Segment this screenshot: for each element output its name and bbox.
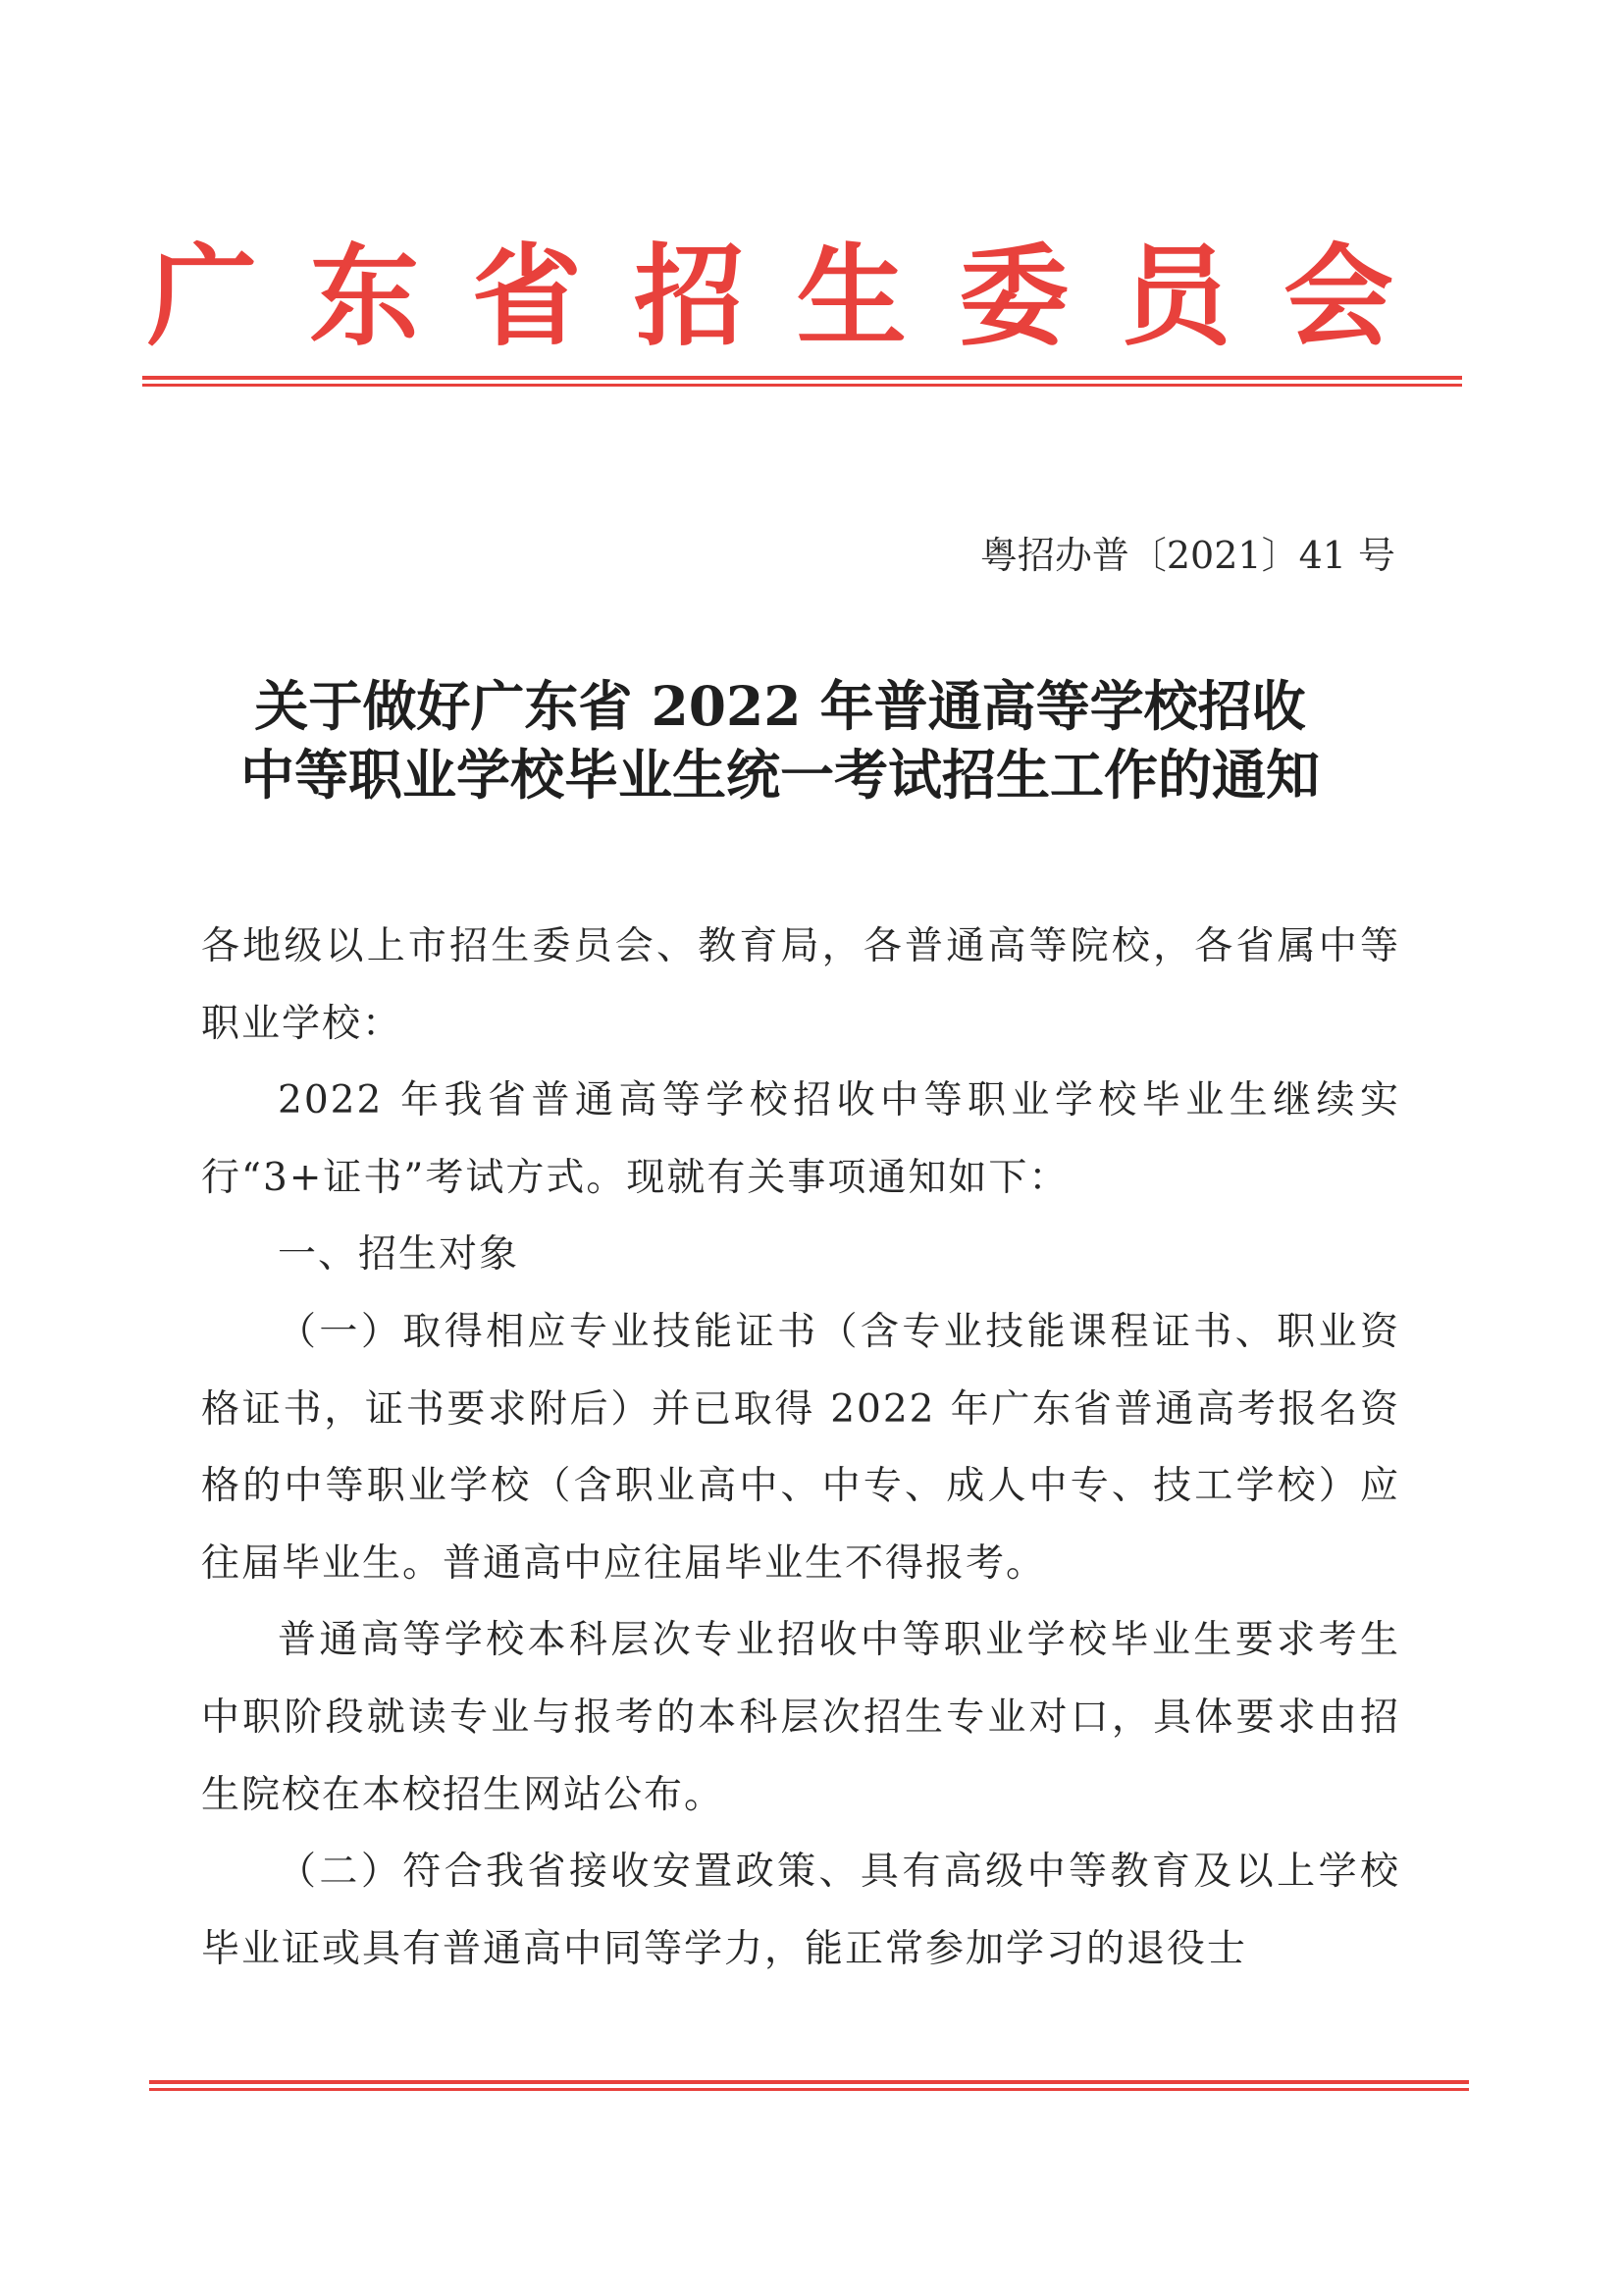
letterhead-char: 会 <box>1283 233 1393 361</box>
paragraph-item-2: （二）符合我省接收安置政策、具有高级中等教育及以上学校毕业证或具有普通高中同等学力，能正常参加学习的退役士 <box>201 1850 1400 1971</box>
letterhead-char: 招 <box>634 233 745 361</box>
letterhead-char: 省 <box>471 233 582 361</box>
document-title <box>147 672 1413 809</box>
letterhead-char: 生 <box>796 233 907 361</box>
document-number: 粤招办普〔2021〕41 号 <box>979 534 1395 577</box>
section-heading: 一、招生对象 <box>278 1232 520 1278</box>
title-line-2: 中等职业学校毕业生统一考试招生工作的通知 <box>239 743 1320 807</box>
letterhead-char: 员 <box>1121 233 1231 361</box>
paragraph-item-1: （一）取得相应专业技能证书（含专业技能课程证书、职业资格证书，证书要求附后）并已取得 2022 年广东省普通高考报名资格的中等职业学校（含职业高中、中专、成人中专、技工学校）应往届毕业生。普通高中应往届毕业生不得报考。 <box>201 1309 1400 1586</box>
intro-paragraph: 2022 年我省普通高等学校招收中等职业学校毕业生继续实行“3+证书”考试方式。现就有关事项通知如下： <box>201 1078 1400 1200</box>
document-body <box>201 909 1400 1988</box>
paragraph-item-1-note: 普通高等学校本科层次专业招收中等职业学校毕业生要求考生中职阶段就读专业与报考的本科层次招生专业对口，具体要求由招生院校在本校招生网站公布。 <box>201 1618 1400 1817</box>
letterhead-char: 东 <box>309 233 420 361</box>
letterhead-char: 委 <box>959 233 1070 361</box>
letterhead <box>147 224 1393 371</box>
salutation: 各地级以上市招生委员会、教育局，各普通高等院校，各省属中等职业学校： <box>201 924 1400 1046</box>
footer-rule <box>149 2080 1469 2092</box>
letterhead-char: 广 <box>147 233 257 361</box>
title-line-1: 关于做好广东省 2022 年普通高等学校招收 <box>254 674 1306 738</box>
letterhead-rule <box>142 376 1462 388</box>
